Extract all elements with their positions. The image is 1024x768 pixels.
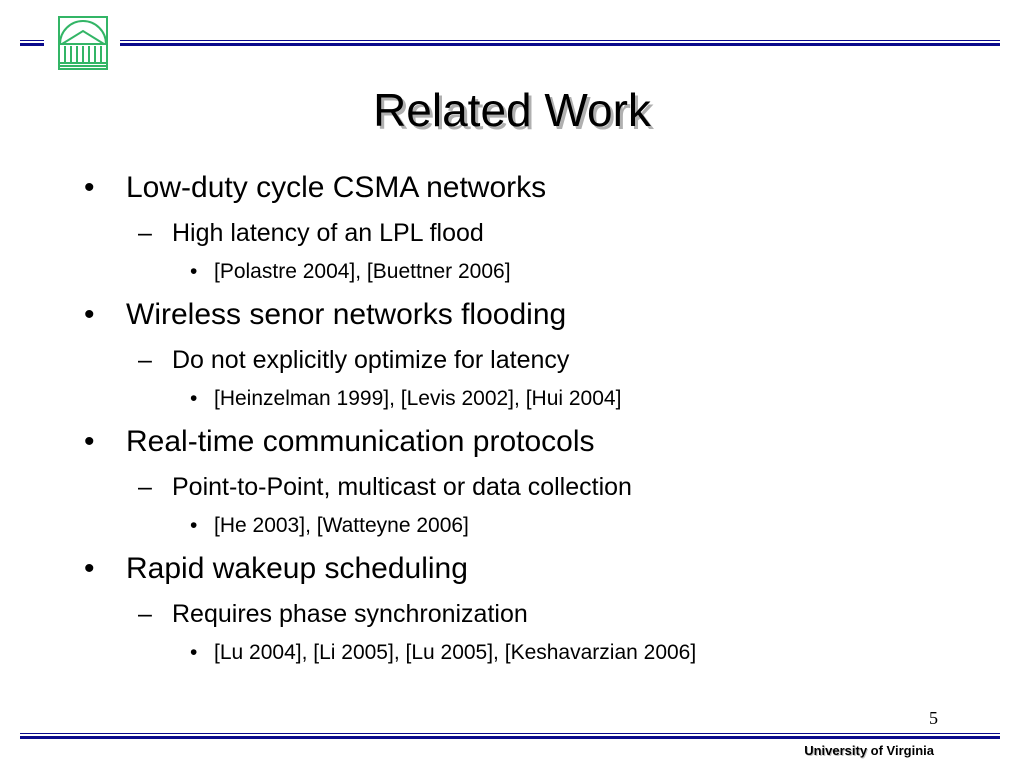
bullet-marker: •	[84, 425, 95, 458]
sub-bullet-text: Do not explicitly optimize for latency	[172, 346, 570, 374]
reference-item	[190, 640, 697, 666]
dash-marker: –	[138, 346, 152, 374]
slide-title: Related Work	[373, 84, 651, 136]
sub-bullet-text: High latency of an LPL flood	[172, 219, 484, 247]
reference-text: [Heinzelman 1999], [Levis 2002], [Hui 2004]	[214, 387, 622, 410]
bullet-item	[84, 424, 595, 460]
bullet-text: Rapid wakeup scheduling	[126, 552, 468, 585]
bullet-marker: •	[84, 552, 95, 585]
reference-item	[190, 513, 469, 539]
reference-text: [Polastre 2004], [Buettner 2006]	[214, 260, 511, 283]
footer-rule-bottom	[20, 736, 1000, 739]
bullet-marker: •	[190, 514, 198, 537]
bullet-marker: •	[84, 298, 95, 331]
sub-bullet-item	[138, 599, 528, 629]
dash-marker: –	[138, 473, 152, 501]
page-number: 5	[929, 708, 938, 728]
reference-item	[190, 386, 622, 412]
reference-item	[190, 259, 511, 285]
header-rule-right-top	[120, 40, 1000, 41]
bullet-item	[84, 551, 468, 587]
dash-marker: –	[138, 219, 152, 247]
bullet-text: Real-time communication protocols	[126, 425, 595, 458]
bullet-marker: •	[84, 171, 95, 204]
sub-bullet-item	[138, 472, 632, 502]
header-rule-right-bottom	[120, 43, 1000, 46]
bullet-item	[84, 297, 567, 333]
footer-of-virginia: of Virginia	[867, 743, 934, 758]
sub-bullet-item	[138, 218, 484, 248]
header-rule-left-bottom	[20, 43, 44, 46]
rotunda-logo-icon	[54, 14, 112, 72]
sub-bullet-item	[138, 345, 570, 375]
bullet-marker: •	[190, 260, 198, 283]
bullet-item	[84, 170, 547, 206]
footer-university-word: University	[804, 743, 868, 758]
reference-text: [He 2003], [Watteyne 2006]	[214, 514, 469, 537]
sub-bullet-text: Requires phase synchronization	[172, 600, 528, 628]
footer-rule-top	[20, 733, 1000, 734]
sub-bullet-text: Point-to-Point, multicast or data collection	[172, 473, 632, 501]
bullet-text: Low-duty cycle CSMA networks	[126, 171, 547, 204]
bullet-marker: •	[190, 641, 198, 664]
dash-marker: –	[138, 600, 152, 628]
bullet-text: Wireless senor networks flooding	[126, 298, 567, 331]
bullet-marker: •	[190, 387, 198, 410]
reference-text: [Lu 2004], [Li 2005], [Lu 2005], [Keshavarzian 2006]	[214, 641, 697, 664]
header-rule-left-top	[20, 40, 44, 41]
footer-university	[700, 743, 934, 758]
